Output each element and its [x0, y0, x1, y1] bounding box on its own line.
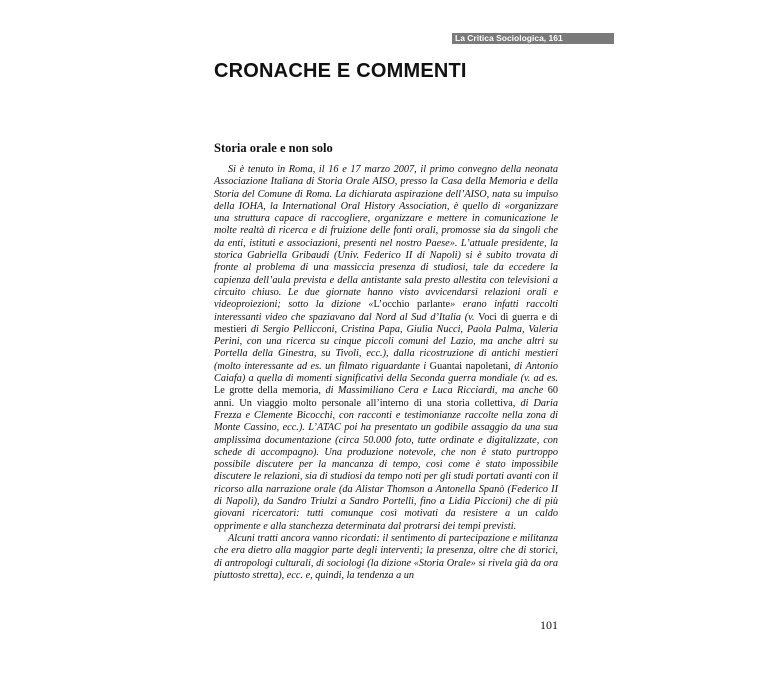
text-run: di Massimiliano Cera e Luca Ricciardi, ma anche	[321, 385, 548, 397]
section-title: CRONACHE E COMMENTI	[214, 60, 467, 82]
text-run: Si è tenuto in Roma, il 16 e 17 marzo 2007, il primo convegno della neonata Associazione Italiana di Storia Orale AISO, presso la Casa della Memoria e della Storia del Comune di Roma. La dichiarata aspirazione dell’AISO, nata su impulso della IOHA, la International Oral History Association, è quello di «organizzare una struttura capace di raccogliere, organizzare e mettere in comunicazione le molte realtà di ricerca e di fruizione delle fonti orali, promosse sia da singoli che da enti, istituti e associazioni, presenti nel nostro Paese». L’attuale presidente, la storica Gabriella Gribaudi (Univ. Federico II di Napoli) si è subito trovata di fronte al problema di una massiccia presenza di studiosi, tale da eccedere la capienza dell’aula prevista e della antistante sala presto allestita con televisioni a circuito chiuso. Le due giornate hanno visto avvicendarsi relazioni orali e videoproiezioni; sotto la dizione «	[214, 164, 558, 311]
text-run: » erano infatti raccolti interessanti video che spaziavano dal Nord al Sud d’Italia (v.	[214, 299, 558, 323]
page-number: 101	[540, 618, 558, 632]
text-run: Alcuni tratti ancora vanno ricordati: il sentimento di partecipazione e militanza che era dietro alla maggior parte degli interventi; la presenza, oltre che di storici, di antropologi culturali, di sociologi (la dizione «Storia Orale» si rivela già da ora piuttosto stretta), ecc. e, quindi, la tendenza a un	[214, 532, 558, 581]
text-run: Le grotte della memoria,	[214, 385, 321, 397]
running-head: La Critica Sociologica, 161	[452, 33, 614, 44]
text-run: L’occhio parlante	[373, 299, 451, 311]
text-run: di Antonio Caiafa) a quella di momenti significativi della Seconda guerra mondiale (v. ad es.	[214, 360, 559, 385]
text-run: di Daria Frezza e Clemente Bicocchi, con racconti e testimonianze raccolte nella zona di Monte Cassino, ecc.). L’ATAC poi ha presentato un godibile assaggio da una sua amplissima documentazione (circa 50.000 foto, tutte ordinate e digitalizzate, con schede di accompagno). Una produzione notevole, che non è stato purtroppo possibile discutere per la mancanza di tempo, così come è stato impossibile discutere le relazioni, sia di studiosi da tempo noti per gli studi portati avanti con il ricorso alla narrazione orale (da Alistar Thomson a Antonella Spanò (Federico II di Napoli), da Sandro Triulzi a Sandro Portelli, fino a Lidia Piccioni) che di più giovani ricercatori: tutti comunque così motivati da resistere a un caldo opprimente e alla stanchezza determinata dal protrarsi dei tempi previsti.	[214, 397, 559, 532]
paragraph-1	[214, 164, 558, 533]
text-run: Voci di guerra e di mestieri	[214, 311, 558, 335]
text-run: Guantai napoletani,	[429, 360, 511, 372]
article-title: Storia orale e non solo	[214, 141, 333, 155]
text-run: di Sergio Pellicconi, Cristina Papa, Giulia Nucci, Paola Palma, Valeria Perini, con una ricerca su cinque piccoli comuni del Lazio, ma anche altri su Portella della Ginestra, su Tivoli, ecc.), dalla ricostruzione di antichi mestieri (molto interessante ad es. un filmato riguardante i	[214, 323, 558, 372]
paragraph-2	[214, 533, 558, 582]
text-run: 60 anni. Un viaggio molto personale all’interno di una storia collettiva,	[214, 385, 558, 409]
article-body	[214, 164, 558, 582]
